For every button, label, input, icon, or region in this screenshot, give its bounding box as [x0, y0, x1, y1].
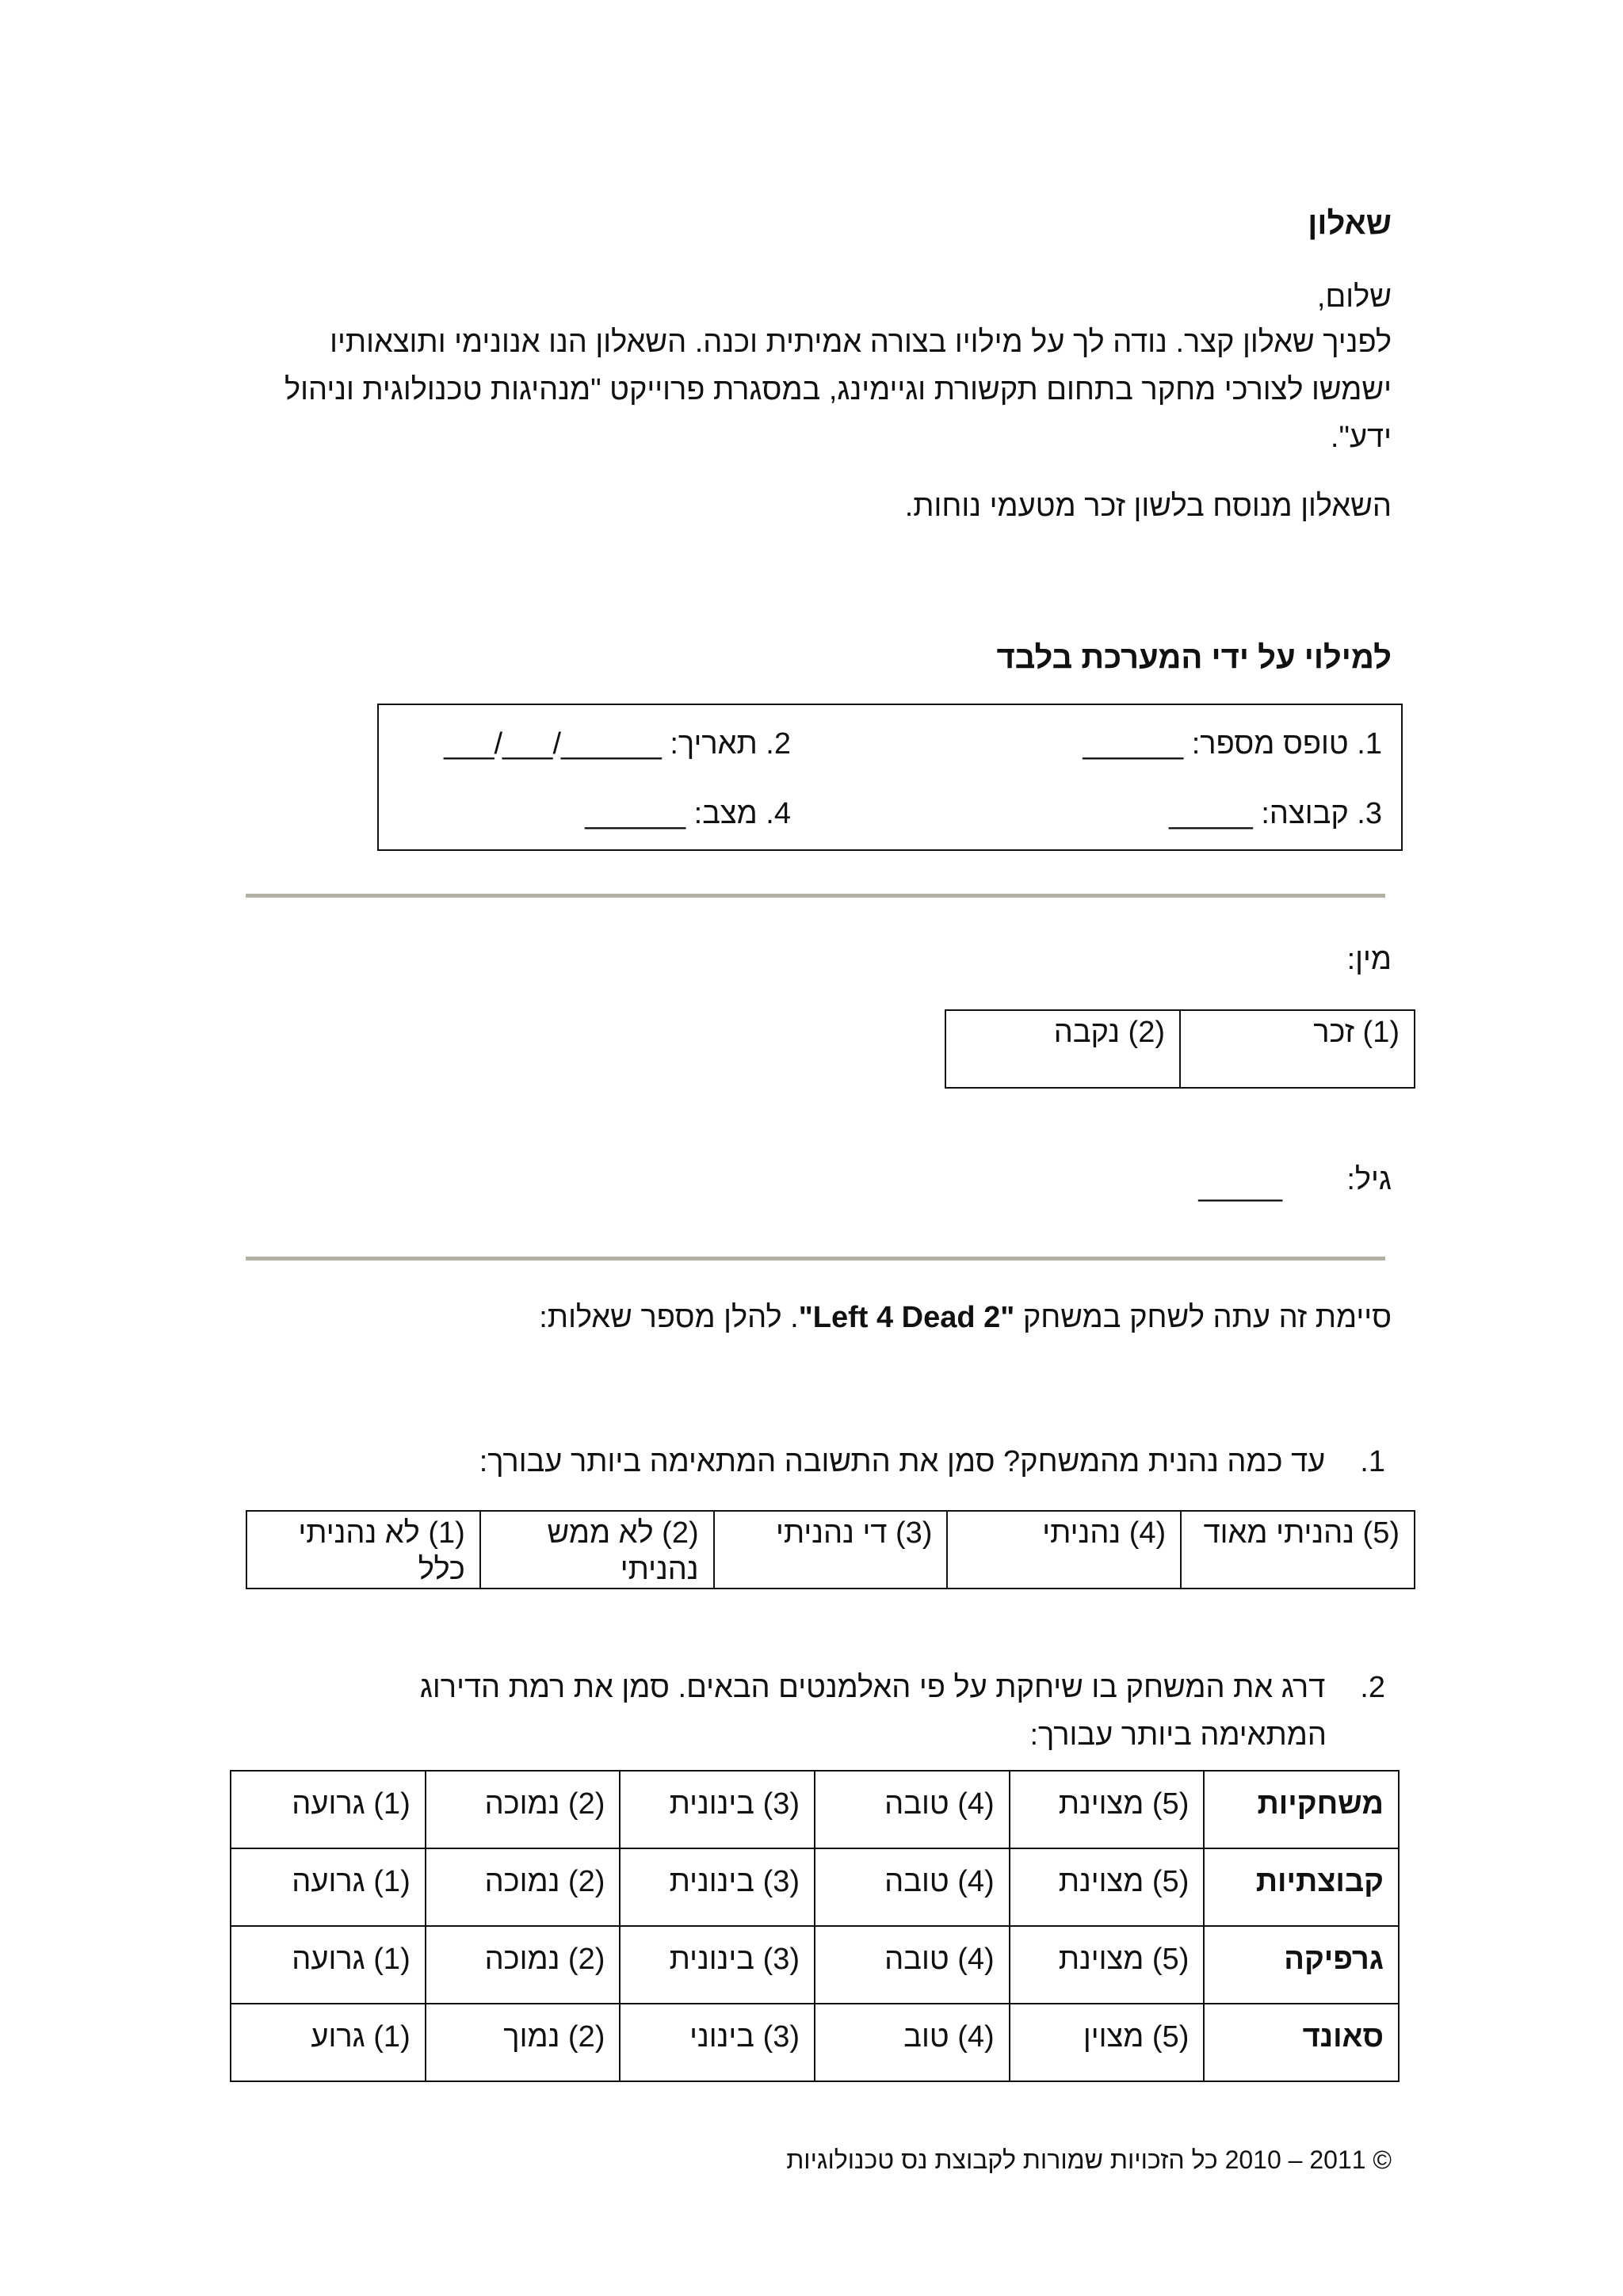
question-1-number: 1.	[1360, 1445, 1385, 1478]
game-title: "Left 4 Dead 2"	[798, 1301, 1015, 1334]
gender-options-table	[945, 1009, 1415, 1089]
question-2-number: 2.	[1360, 1671, 1385, 1704]
rating-row-label: משחקיות	[1204, 1771, 1399, 1848]
rating-row-sound	[231, 2004, 1399, 2081]
question-2	[355, 1664, 1385, 1759]
age-input-line[interactable]: _____	[1198, 1169, 1282, 1203]
admin-box	[377, 704, 1403, 851]
q1-option[interactable]: (2) לא ממש נהניתי	[480, 1511, 714, 1589]
rating-option[interactable]: (1) גרוע	[231, 2004, 426, 2081]
rating-option[interactable]: (3) בינונית	[620, 1848, 815, 1926]
q1-option[interactable]: (4) נהניתי	[947, 1511, 1181, 1589]
rating-option[interactable]: (1) גרועה	[231, 1848, 426, 1926]
copyright-footer: © 2011 – 2010 כל הזכויות שמורות לקבוצת נס טכנולוגיות	[786, 2145, 1392, 2174]
greeting-text: שלום,	[1316, 280, 1392, 314]
group-field[interactable]: 3. קבוצה: _____	[1169, 797, 1382, 830]
date-field[interactable]: 2. תאריך: ______/___/___	[444, 727, 791, 761]
rating-option[interactable]: (5) מצוין	[1010, 2004, 1205, 2081]
rating-option[interactable]: (5) מצוינת	[1010, 1926, 1205, 2004]
q1-option[interactable]: (1) לא נהניתי כלל	[246, 1511, 480, 1589]
question-1-options-table	[246, 1510, 1415, 1589]
admin-section-heading: למילוי על ידי המערכת בלבד	[996, 640, 1392, 675]
rating-option[interactable]: (2) נמוכה	[426, 1848, 621, 1926]
rating-row-label: קבוצתיות	[1204, 1848, 1399, 1926]
q1-option[interactable]: (5) נהניתי מאוד	[1181, 1511, 1415, 1589]
q1-option[interactable]: (3) די נהניתי	[714, 1511, 948, 1589]
section-divider	[246, 894, 1385, 898]
rating-row-gameplay	[231, 1771, 1399, 1848]
rating-option[interactable]: (5) מצוינת	[1010, 1848, 1205, 1926]
rating-option[interactable]: (4) טובה	[815, 1926, 1010, 2004]
gender-option-male[interactable]: (1) זכר	[1180, 1010, 1415, 1088]
rating-row-teamwork	[231, 1848, 1399, 1926]
status-field[interactable]: 4. מצב: ______	[585, 797, 791, 830]
rating-option[interactable]: (1) גרועה	[231, 1926, 426, 2004]
game-intro-text	[539, 1302, 1392, 1333]
language-note: השאלון מנוסח בלשון זכר מטעמי נוחות.	[904, 490, 1392, 523]
gender-label: מין:	[1346, 943, 1392, 976]
rating-row-graphics	[231, 1926, 1399, 2004]
question-2-rating-table	[230, 1770, 1400, 2082]
question-1	[479, 1447, 1385, 1477]
game-intro-suffix: . להלן מספר שאלות:	[539, 1301, 799, 1334]
rating-option[interactable]: (4) טובה	[815, 1771, 1010, 1848]
intro-paragraph: לפניך שאלון קצר. נודה לך על מילויו בצורה אמיתית וכנה. השאלון הנו אנונימי ותוצאותיו ישמשו לצורכי מחקר בתחום תקשורת וגיימינג, במסגרת פרוייקט "מנהיגות טכנולוגית וניהול ידע".	[285, 326, 1392, 454]
form-number-field[interactable]: 1. טופס מספר: ______	[1083, 727, 1382, 761]
rating-row-label: סאונד	[1204, 2004, 1399, 2081]
rating-option[interactable]: (1) גרועה	[231, 1771, 426, 1848]
rating-option[interactable]: (4) טובה	[815, 1848, 1010, 1926]
section-divider	[246, 1257, 1385, 1261]
question-1-text: עד כמה נהנית מהמשחק? סמן את התשובה המתאימה ביותר עבורך:	[479, 1445, 1326, 1478]
age-label: גיל:	[1346, 1163, 1392, 1196]
rating-option[interactable]: (2) נמוך	[426, 2004, 621, 2081]
gender-option-female[interactable]: (2) נקבה	[945, 1010, 1180, 1088]
game-intro-prefix: סיימת זה עתה לשחק במשחק	[1014, 1301, 1392, 1334]
rating-option[interactable]: (3) בינונית	[620, 1926, 815, 2004]
rating-row-label: גרפיקה	[1204, 1926, 1399, 2004]
rating-option[interactable]: (2) נמוכה	[426, 1926, 621, 2004]
page-title: שאלון	[1308, 206, 1392, 241]
rating-option[interactable]: (4) טוב	[815, 2004, 1010, 2081]
rating-option[interactable]: (2) נמוכה	[426, 1771, 621, 1848]
rating-option[interactable]: (5) מצוינת	[1010, 1771, 1205, 1848]
rating-option[interactable]: (3) בינוני	[620, 2004, 815, 2081]
question-2-text: דרג את המשחק בו שיחקת על פי האלמנטים הבאים. סמן את רמת הדירוג המתאימה ביותר עבורך:	[419, 1671, 1327, 1752]
rating-option[interactable]: (3) בינונית	[620, 1771, 815, 1848]
